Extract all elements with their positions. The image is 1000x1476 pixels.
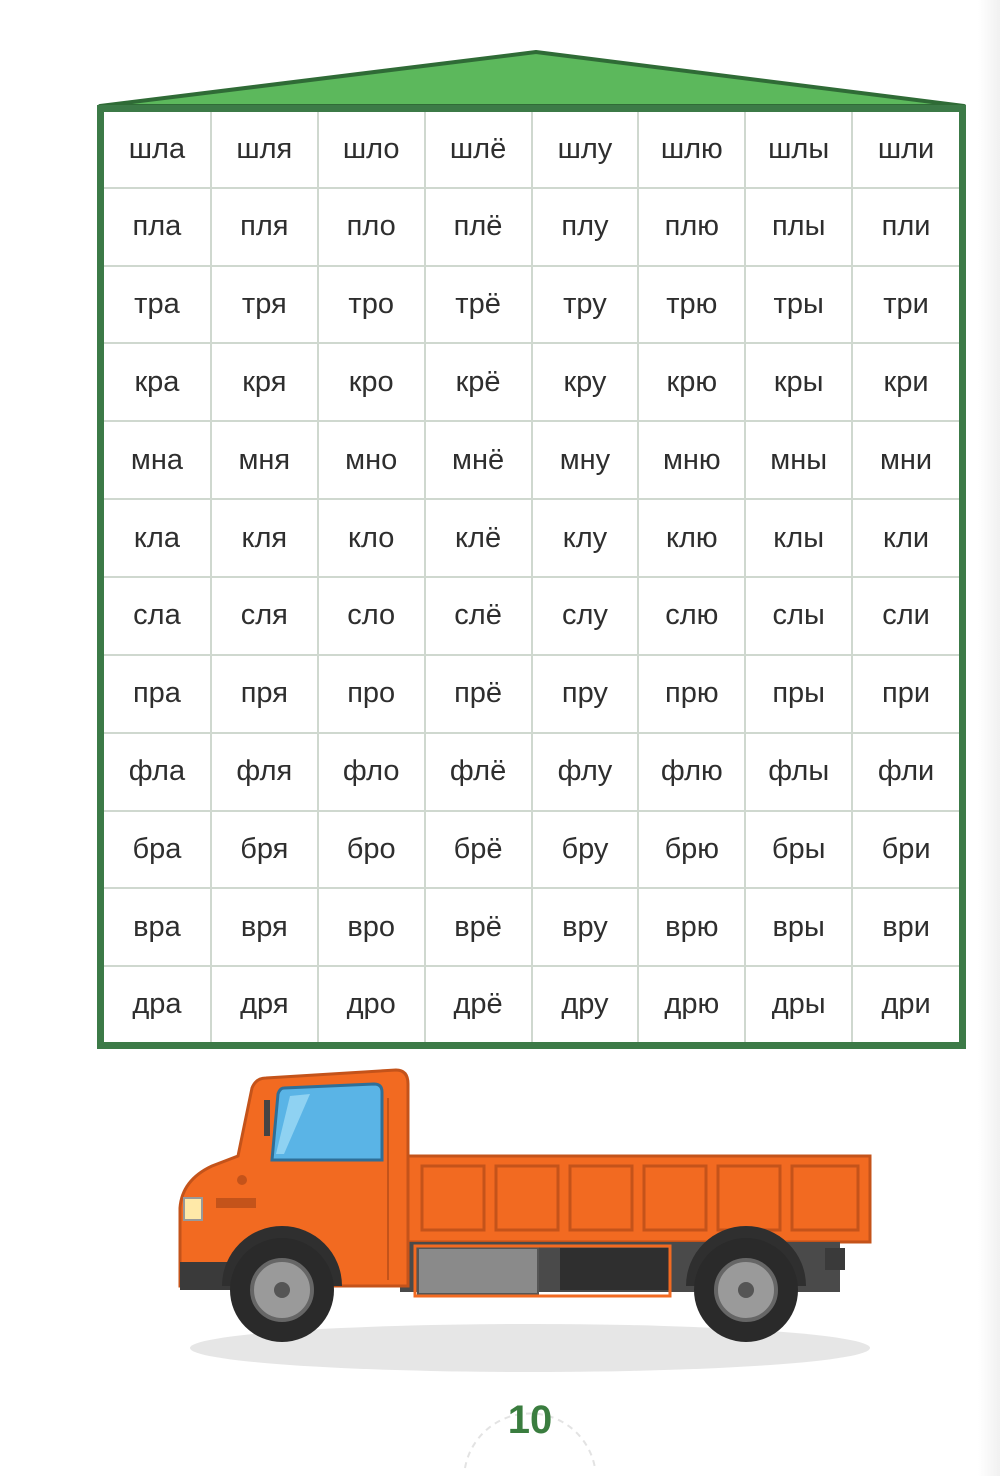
syllable-cell: три [852,266,959,344]
syllable-cell: шля [211,112,318,188]
syllable-row [104,343,959,421]
syllable-cell: шлю [638,112,745,188]
syllable-cell: дры [745,966,852,1042]
syllable-cell: флу [532,733,639,811]
syllable-cell: клы [745,499,852,577]
syllable-cell: мню [638,421,745,499]
syllable-cell: клю [638,499,745,577]
syllable-cell: дрё [425,966,532,1042]
syllable-cell: кло [318,499,425,577]
syllable-cell: пло [318,188,425,266]
syllable-cell: слу [532,577,639,655]
syllable-cell: дря [211,966,318,1042]
syllable-row [104,577,959,655]
syllable-cell: трё [425,266,532,344]
syllable-cell: вру [532,888,639,966]
syllable-cell: тры [745,266,852,344]
syllable-cell: тру [532,266,639,344]
syllable-cell: флё [425,733,532,811]
syllable-row [104,266,959,344]
syllable-cell: бры [745,811,852,889]
syllable-cell: брё [425,811,532,889]
syllable-cell: плы [745,188,852,266]
syllable-cell: дро [318,966,425,1042]
syllable-row [104,188,959,266]
syllable-cell: фля [211,733,318,811]
syllable-cell: прё [425,655,532,733]
syllable-cell: вро [318,888,425,966]
syllable-cell: пры [745,655,852,733]
syllable-cell: кри [852,343,959,421]
syllable-cell: сля [211,577,318,655]
syllable-cell: кля [211,499,318,577]
page-number-badge [455,1380,605,1470]
syllable-cell: бря [211,811,318,889]
syllable-cell: вря [211,888,318,966]
syllable-cell: слю [638,577,745,655]
syllable-cell: мнё [425,421,532,499]
syllable-row [104,112,959,188]
syllable-cell: шли [852,112,959,188]
syllable-cell: мня [211,421,318,499]
syllable-cell: прю [638,655,745,733]
syllable-row [104,421,959,499]
syllable-row [104,811,959,889]
house-roof [96,48,968,112]
syllable-cell: крё [425,343,532,421]
syllable-cell: шла [104,112,211,188]
syllable-cell: бра [104,811,211,889]
syllable-cell: пли [852,188,959,266]
syllable-cell: мна [104,421,211,499]
syllable-cell: кро [318,343,425,421]
syllable-cell: шло [318,112,425,188]
truck-icon [160,1058,880,1378]
syllable-cell: дру [532,966,639,1042]
syllable-cell: сло [318,577,425,655]
syllable-table [104,112,959,1042]
syllable-cell: шлы [745,112,852,188]
syllable-cell: дра [104,966,211,1042]
syllable-cell: бру [532,811,639,889]
syllable-cell: трю [638,266,745,344]
syllable-cell: мни [852,421,959,499]
syllable-cell: клу [532,499,639,577]
syllable-cell: вра [104,888,211,966]
syllable-cell: врю [638,888,745,966]
syllable-cell: мны [745,421,852,499]
syllable-row [104,733,959,811]
syllable-grid-frame [97,105,966,1049]
syllable-cell: вры [745,888,852,966]
syllable-cell: брю [638,811,745,889]
syllable-cell: кря [211,343,318,421]
syllable-cell: пля [211,188,318,266]
syllable-cell: бри [852,811,959,889]
syllable-row [104,655,959,733]
page-edge-shadow [978,0,1000,1476]
syllable-cell: пра [104,655,211,733]
page-number: 10 [507,1398,553,1442]
syllable-cell: тря [211,266,318,344]
syllable-cell: плё [425,188,532,266]
syllable-cell: сли [852,577,959,655]
syllable-row [104,499,959,577]
syllable-cell: мну [532,421,639,499]
syllable-cell: кру [532,343,639,421]
syllable-cell: плю [638,188,745,266]
syllable-cell: про [318,655,425,733]
syllable-cell: пря [211,655,318,733]
syllable-cell: клё [425,499,532,577]
syllable-cell: мно [318,421,425,499]
syllable-cell: шлу [532,112,639,188]
syllable-cell: сла [104,577,211,655]
syllable-cell: пла [104,188,211,266]
syllable-cell: фла [104,733,211,811]
syllable-cell: дрю [638,966,745,1042]
syllable-cell: кли [852,499,959,577]
syllable-cell: фло [318,733,425,811]
syllable-cell: флю [638,733,745,811]
syllable-cell: кра [104,343,211,421]
syllable-cell: слё [425,577,532,655]
syllable-cell: врё [425,888,532,966]
syllable-cell: фли [852,733,959,811]
syllable-cell: плу [532,188,639,266]
syllable-cell: кла [104,499,211,577]
syllable-cell: шлё [425,112,532,188]
syllable-cell: при [852,655,959,733]
syllable-cell: крю [638,343,745,421]
syllable-cell: дри [852,966,959,1042]
syllable-cell: пру [532,655,639,733]
syllable-cell: ври [852,888,959,966]
syllable-row [104,888,959,966]
syllable-cell: кры [745,343,852,421]
syllable-cell: флы [745,733,852,811]
syllable-cell: слы [745,577,852,655]
syllable-row [104,966,959,1042]
syllable-cell: тро [318,266,425,344]
syllable-cell: тра [104,266,211,344]
syllable-cell: бро [318,811,425,889]
